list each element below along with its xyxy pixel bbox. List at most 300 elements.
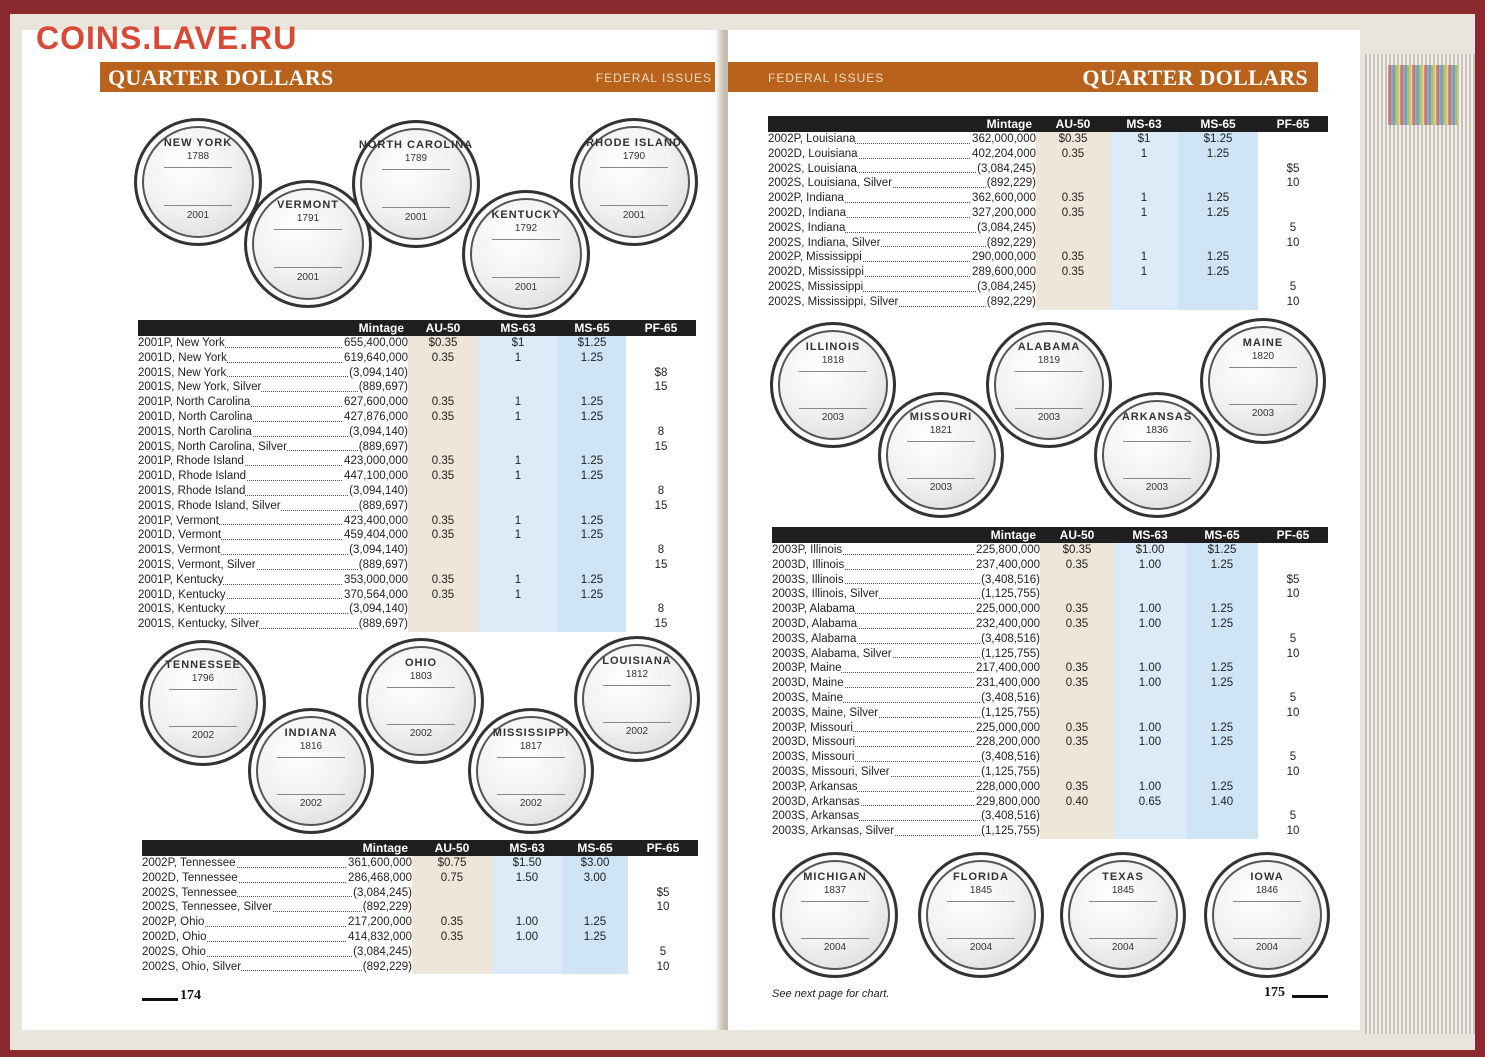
pf-value: 5 <box>659 945 667 958</box>
coin-state-name: ALABAMA <box>1017 341 1081 353</box>
pf-value: 10 <box>1286 765 1300 778</box>
pf-value <box>1258 780 1328 795</box>
coin-issue-label: 2001P, Vermont <box>138 514 219 527</box>
table-row <box>772 602 1328 617</box>
mintage-value: (3,094,140) <box>349 484 408 497</box>
coin-issue-label: 2002D, Tennessee <box>142 871 238 884</box>
pf-value: 10 <box>1286 706 1300 719</box>
ms65-value: 1.25 <box>558 588 626 603</box>
ms63-value <box>1114 573 1186 588</box>
coin-design-art <box>1089 901 1156 939</box>
table-row <box>772 661 1328 676</box>
au-value <box>1040 647 1114 662</box>
pf-value: 15 <box>654 440 668 453</box>
table-row <box>138 440 696 455</box>
row-label-cell <box>142 960 412 975</box>
row-label-cell <box>768 206 1036 221</box>
pf-value: 10 <box>656 901 670 914</box>
coin-issue-label: 2001S, New York <box>138 366 227 379</box>
row-label-cell <box>138 602 408 617</box>
mintage-value: (892,229) <box>986 177 1036 190</box>
pf-value <box>628 915 698 930</box>
ms63-value: 1 <box>478 528 558 543</box>
ms63-value: $1 <box>1110 132 1178 147</box>
row-label-cell <box>772 795 1040 810</box>
ms63-value <box>478 602 558 617</box>
table-row <box>768 265 1328 280</box>
ms63-value <box>478 558 558 573</box>
au-value: 0.35 <box>1040 661 1114 676</box>
mintage-value: (3,084,245) <box>977 162 1036 175</box>
coin-statehood-year: 1816 <box>299 741 323 752</box>
mintage-value: (892,229) <box>362 960 412 973</box>
row-label-cell <box>772 691 1040 706</box>
mintage-value: (3,094,140) <box>349 366 408 379</box>
pf-value <box>628 856 698 871</box>
state-quarter-coin <box>1204 852 1330 978</box>
coin-state-name: INDIANA <box>284 727 338 739</box>
ms63-value: 1 <box>478 469 558 484</box>
pf-value: 5 <box>1289 751 1297 764</box>
pf-value <box>1258 265 1328 280</box>
table-row <box>142 871 698 886</box>
pf-value: 8 <box>657 425 665 438</box>
ms63-value: 1.00 <box>1114 780 1186 795</box>
coin-design-art <box>1233 901 1300 939</box>
coin-issue-label: 2002D, Louisiana <box>768 147 858 160</box>
row-label-cell <box>772 765 1040 780</box>
table-row <box>772 780 1328 795</box>
state-quarter-coin <box>134 118 262 246</box>
pf-value <box>1258 147 1328 162</box>
pf-value: 5 <box>1289 280 1297 293</box>
ms65-value <box>1186 824 1258 839</box>
ms65-value <box>558 425 626 440</box>
coin-mint-year: 2002 <box>409 728 433 739</box>
coin-mint-year: 2001 <box>622 210 646 221</box>
coin-issue-label: 2001P, Kentucky <box>138 573 224 586</box>
coin-state-name: LOUISIANA <box>602 655 672 667</box>
au-value: $0.35 <box>408 336 478 351</box>
coin-issue-label: 2001P, North Carolina <box>138 396 251 409</box>
pf-value <box>1258 543 1328 558</box>
table-row <box>142 856 698 871</box>
coin-issue-label: 2001D, Vermont <box>138 529 222 542</box>
ms63-value: 1 <box>478 454 558 469</box>
table-row <box>768 280 1328 295</box>
ms65-value <box>1186 632 1258 647</box>
au-value <box>408 617 478 632</box>
row-label-cell <box>772 676 1040 691</box>
row-label-cell <box>772 587 1040 602</box>
mintage-value: 228,200,000 <box>976 736 1040 749</box>
pf-value <box>1258 661 1328 676</box>
mintage-value: 290,000,000 <box>972 251 1036 264</box>
coin-mint-year: 2003 <box>821 412 845 423</box>
table-header-row <box>142 840 698 856</box>
ms65-value: 1.25 <box>562 930 628 945</box>
pf-value <box>626 573 696 588</box>
ms63-value: 0.65 <box>1114 795 1186 810</box>
ms65-value: 1.25 <box>1178 206 1258 221</box>
state-quarter-coin <box>772 852 898 978</box>
row-label-cell <box>768 295 1036 310</box>
mintage-value: 327,200,000 <box>972 206 1036 219</box>
col-ms65: MS-65 <box>1178 116 1258 132</box>
au-value: 0.35 <box>1040 721 1114 736</box>
table-row <box>142 945 698 960</box>
coin-mint-year: 2003 <box>1037 412 1061 423</box>
state-quarter-coin <box>878 392 1004 518</box>
row-label-cell <box>138 588 408 603</box>
mintage-value: 232,400,000 <box>976 617 1040 630</box>
mintage-value: (1,125,755) <box>981 647 1040 660</box>
mintage-value: 423,000,000 <box>344 455 408 468</box>
row-label-cell <box>138 380 408 395</box>
ms65-value <box>558 543 626 558</box>
mintage-value: (1,125,755) <box>981 825 1040 838</box>
ms65-value <box>1178 162 1258 177</box>
ms63-value: $1.00 <box>1114 543 1186 558</box>
coin-design-art <box>1123 441 1190 479</box>
pf-value <box>628 930 698 945</box>
table-row <box>772 735 1328 750</box>
au-value: 0.35 <box>408 573 478 588</box>
mintage-value: 361,600,000 <box>348 857 412 869</box>
mintage-value: (889,697) <box>358 381 408 394</box>
table-row <box>772 721 1328 736</box>
coin-statehood-year: 1789 <box>404 153 428 164</box>
ms63-value <box>1114 750 1186 765</box>
table-row <box>768 176 1328 191</box>
ms65-value <box>1178 295 1258 310</box>
ms63-value: 1 <box>478 588 558 603</box>
coin-statehood-year: 1812 <box>625 669 649 680</box>
table-row <box>768 206 1328 221</box>
footnote: See next page for chart. <box>772 988 890 1000</box>
pf-value <box>626 588 696 603</box>
au-value <box>1036 280 1110 295</box>
pf-value <box>626 528 696 543</box>
coin-issue-label: 2002S, Mississippi <box>768 280 864 293</box>
coin-issue-label: 2002S, Tennessee <box>142 886 238 899</box>
ms63-value <box>1114 765 1186 780</box>
coin-mint-year: 2004 <box>969 942 993 953</box>
row-label-cell <box>138 351 408 366</box>
au-value <box>412 900 492 915</box>
row-label-cell <box>772 661 1040 676</box>
ms65-value <box>1186 706 1258 721</box>
ms63-value: 1 <box>1110 191 1178 206</box>
ms63-value <box>1114 809 1186 824</box>
col-au50: AU-50 <box>412 840 492 856</box>
table-row <box>772 543 1328 558</box>
coin-issue-label: 2001S, Kentucky, Silver <box>138 618 260 631</box>
row-label-cell <box>138 425 408 440</box>
left-page <box>22 30 722 1030</box>
pf-value <box>626 351 696 366</box>
row-label-cell <box>772 706 1040 721</box>
col-pf65: PF-65 <box>626 320 696 336</box>
au-value: 0.75 <box>412 871 492 886</box>
au-value <box>1040 824 1114 839</box>
coin-issue-label: 2002P, Indiana <box>768 192 844 205</box>
pf-value <box>626 469 696 484</box>
mintage-value: 225,000,000 <box>976 603 1040 616</box>
row-label-cell <box>768 162 1036 177</box>
pf-value: 8 <box>657 484 665 497</box>
ms65-value <box>562 886 628 901</box>
pf-value <box>1258 206 1328 221</box>
ms65-value <box>558 366 626 381</box>
pf-value: 5 <box>1289 632 1297 645</box>
ms63-value <box>478 366 558 381</box>
col-pf65: PF-65 <box>628 840 698 856</box>
coin-design-art <box>277 757 344 795</box>
ms63-value: 1 <box>1110 206 1178 221</box>
folio-rule <box>1292 995 1328 998</box>
coin-statehood-year: 1837 <box>823 885 847 896</box>
coin-issue-label: 2001S, Vermont, Silver <box>138 558 256 571</box>
coin-mint-year: 2002 <box>625 726 649 737</box>
ms65-value: 1.25 <box>1186 676 1258 691</box>
state-quarter-coin <box>352 120 480 248</box>
ms63-value <box>1114 691 1186 706</box>
coin-issue-label: 2003S, Maine, Silver <box>772 706 879 719</box>
left-banner <box>100 62 722 92</box>
coin-state-name: OHIO <box>404 657 438 669</box>
ms63-value <box>1114 824 1186 839</box>
pf-value <box>1258 795 1328 810</box>
table-row <box>768 132 1328 147</box>
au-value <box>1040 706 1114 721</box>
ms63-value: 1.00 <box>1114 617 1186 632</box>
au-value: 0.35 <box>408 395 478 410</box>
table-row <box>768 250 1328 265</box>
row-label-cell <box>768 265 1036 280</box>
pf-value: 5 <box>1289 691 1297 704</box>
ms63-value: 1 <box>478 514 558 529</box>
price-table-2001 <box>138 320 696 632</box>
coin-issue-label: 2002P, Ohio <box>142 916 205 929</box>
mintage-value: (889,697) <box>358 499 408 512</box>
pf-value: 15 <box>654 558 668 571</box>
mintage-value: 619,640,000 <box>344 351 408 364</box>
au-value <box>408 380 478 395</box>
ms65-value <box>1186 587 1258 602</box>
table-header-row <box>772 527 1328 543</box>
col-mintage: Mintage <box>142 840 412 856</box>
table-row <box>772 573 1328 588</box>
col-ms65: MS-65 <box>562 840 628 856</box>
coin-statehood-year: 1819 <box>1037 355 1061 366</box>
table-row <box>772 750 1328 765</box>
coin-issue-label: 2001P, Rhode Island <box>138 455 244 468</box>
ms63-value: 1 <box>478 410 558 425</box>
row-label-cell <box>138 484 408 499</box>
row-label-cell <box>138 454 408 469</box>
au-value: $0.35 <box>1040 543 1114 558</box>
au-value <box>1036 221 1110 236</box>
coin-state-name: TEXAS <box>1102 871 1144 883</box>
table-header-row <box>138 320 696 336</box>
state-quarter-coin <box>570 118 698 246</box>
col-ms65: MS-65 <box>1186 527 1258 543</box>
table-row <box>768 162 1328 177</box>
right-banner <box>728 62 1318 92</box>
coin-issue-label: 2001D, North Carolina <box>138 410 253 423</box>
ms65-value: 1.25 <box>1178 191 1258 206</box>
row-label-cell <box>772 780 1040 795</box>
row-label-cell <box>772 543 1040 558</box>
coin-mint-year: 2003 <box>929 482 953 493</box>
coin-design-art <box>1015 371 1082 409</box>
ms65-value: 1.25 <box>558 395 626 410</box>
ms63-value <box>478 380 558 395</box>
row-label-cell <box>772 602 1040 617</box>
row-label-cell <box>768 176 1036 191</box>
mintage-value: 289,600,000 <box>972 266 1036 279</box>
row-label-cell <box>768 221 1036 236</box>
ms63-value <box>1114 632 1186 647</box>
coin-issue-label: 2002D, Indiana <box>768 206 847 219</box>
coin-statehood-year: 1791 <box>296 213 320 224</box>
coin-design-art <box>169 689 236 727</box>
coin-state-name: MISSISSIPPI <box>492 727 570 739</box>
row-label-cell <box>772 809 1040 824</box>
mintage-value: (1,125,755) <box>981 765 1040 778</box>
row-label-cell <box>142 945 412 960</box>
pf-value <box>1258 735 1328 750</box>
au-value: $0.75 <box>412 856 492 871</box>
ms63-value <box>478 543 558 558</box>
pf-value <box>1258 617 1328 632</box>
au-value: 0.35 <box>408 514 478 529</box>
au-value: 0.35 <box>1040 676 1114 691</box>
table-row <box>138 469 696 484</box>
au-value <box>1036 176 1110 191</box>
row-label-cell <box>772 735 1040 750</box>
coin-mint-year: 2004 <box>1111 942 1135 953</box>
ms65-value: $1.25 <box>1178 132 1258 147</box>
mintage-value: 286,468,000 <box>348 871 412 884</box>
coin-design-art <box>1229 367 1296 405</box>
coin-issue-label: 2003D, Illinois <box>772 558 845 571</box>
price-table-2002 <box>142 840 698 974</box>
table-row <box>138 454 696 469</box>
coin-mint-year: 2001 <box>514 282 538 293</box>
au-value <box>408 425 478 440</box>
pf-value: 15 <box>654 499 668 512</box>
ms65-value <box>558 558 626 573</box>
table-row <box>142 960 698 975</box>
ms65-value <box>558 440 626 455</box>
coin-mint-year: 2002 <box>299 798 323 809</box>
state-quarter-coin <box>468 708 594 834</box>
coin-state-name: MICHIGAN <box>803 871 867 883</box>
table-row <box>138 617 696 632</box>
mintage-value: 217,400,000 <box>976 662 1040 675</box>
row-label-cell <box>772 824 1040 839</box>
table-row <box>142 900 698 915</box>
table-row <box>138 336 696 351</box>
mintage-value: 237,400,000 <box>976 558 1040 571</box>
ms65-value: $1.25 <box>1186 543 1258 558</box>
coin-state-name: FLORIDA <box>953 871 1009 883</box>
table-row <box>772 587 1328 602</box>
coin-design-art <box>801 901 868 939</box>
table-row <box>772 676 1328 691</box>
col-pf65: PF-65 <box>1258 527 1328 543</box>
ms63-value: 1 <box>1110 265 1178 280</box>
au-value: 0.35 <box>408 410 478 425</box>
coin-design-art <box>907 441 974 479</box>
table-row <box>768 147 1328 162</box>
coin-statehood-year: 1845 <box>1111 885 1135 896</box>
ms63-value <box>1110 162 1178 177</box>
row-label-cell <box>772 750 1040 765</box>
pf-value: 10 <box>1286 647 1300 660</box>
au-value <box>1040 691 1114 706</box>
au-value: 0.35 <box>408 454 478 469</box>
coin-statehood-year: 1790 <box>622 151 646 162</box>
col-ms63: MS-63 <box>492 840 562 856</box>
coin-issue-label: 2002S, Louisiana, Silver <box>768 177 893 190</box>
au-value: $0.35 <box>1036 132 1110 147</box>
ms63-value: 1.00 <box>1114 558 1186 573</box>
coin-state-name: TENNESSEE <box>165 659 241 671</box>
coin-statehood-year: 1845 <box>969 885 993 896</box>
table-row <box>142 915 698 930</box>
table-row <box>772 558 1328 573</box>
row-label-cell <box>142 900 412 915</box>
au-value <box>1040 750 1114 765</box>
ms65-value: 1.25 <box>1186 558 1258 573</box>
row-label-cell <box>138 558 408 573</box>
ms65-value: 1.25 <box>1186 661 1258 676</box>
state-quarter-coin <box>986 322 1112 448</box>
ms63-value <box>492 900 562 915</box>
state-quarter-coin <box>1094 392 1220 518</box>
coin-design-art <box>492 239 560 278</box>
mintage-value: 231,400,000 <box>976 677 1040 690</box>
ms65-value: 1.25 <box>1186 735 1258 750</box>
col-mintage: Mintage <box>772 527 1040 543</box>
row-label-cell <box>138 573 408 588</box>
ms63-value <box>1114 706 1186 721</box>
col-mintage: Mintage <box>768 116 1036 132</box>
table-row <box>772 795 1328 810</box>
ms63-value <box>1114 647 1186 662</box>
ms65-value <box>1186 750 1258 765</box>
state-quarter-coin <box>358 638 484 764</box>
mintage-value: (892,229) <box>362 901 412 914</box>
table-row <box>772 765 1328 780</box>
pf-value: 5 <box>1289 221 1297 234</box>
table-row <box>138 514 696 529</box>
coin-issue-label: 2001D, New York <box>138 351 227 364</box>
state-quarter-coin <box>462 190 590 318</box>
au-value: 0.35 <box>1036 250 1110 265</box>
coin-issue-label: 2003P, Arkansas <box>772 780 858 793</box>
au-value: 0.35 <box>408 469 478 484</box>
mintage-value: 225,800,000 <box>976 544 1040 556</box>
table-row <box>142 886 698 901</box>
coin-state-name: NEW YORK <box>163 137 233 149</box>
row-label-cell <box>138 395 408 410</box>
ms63-value <box>492 945 562 960</box>
mintage-value: (3,084,245) <box>353 886 412 899</box>
